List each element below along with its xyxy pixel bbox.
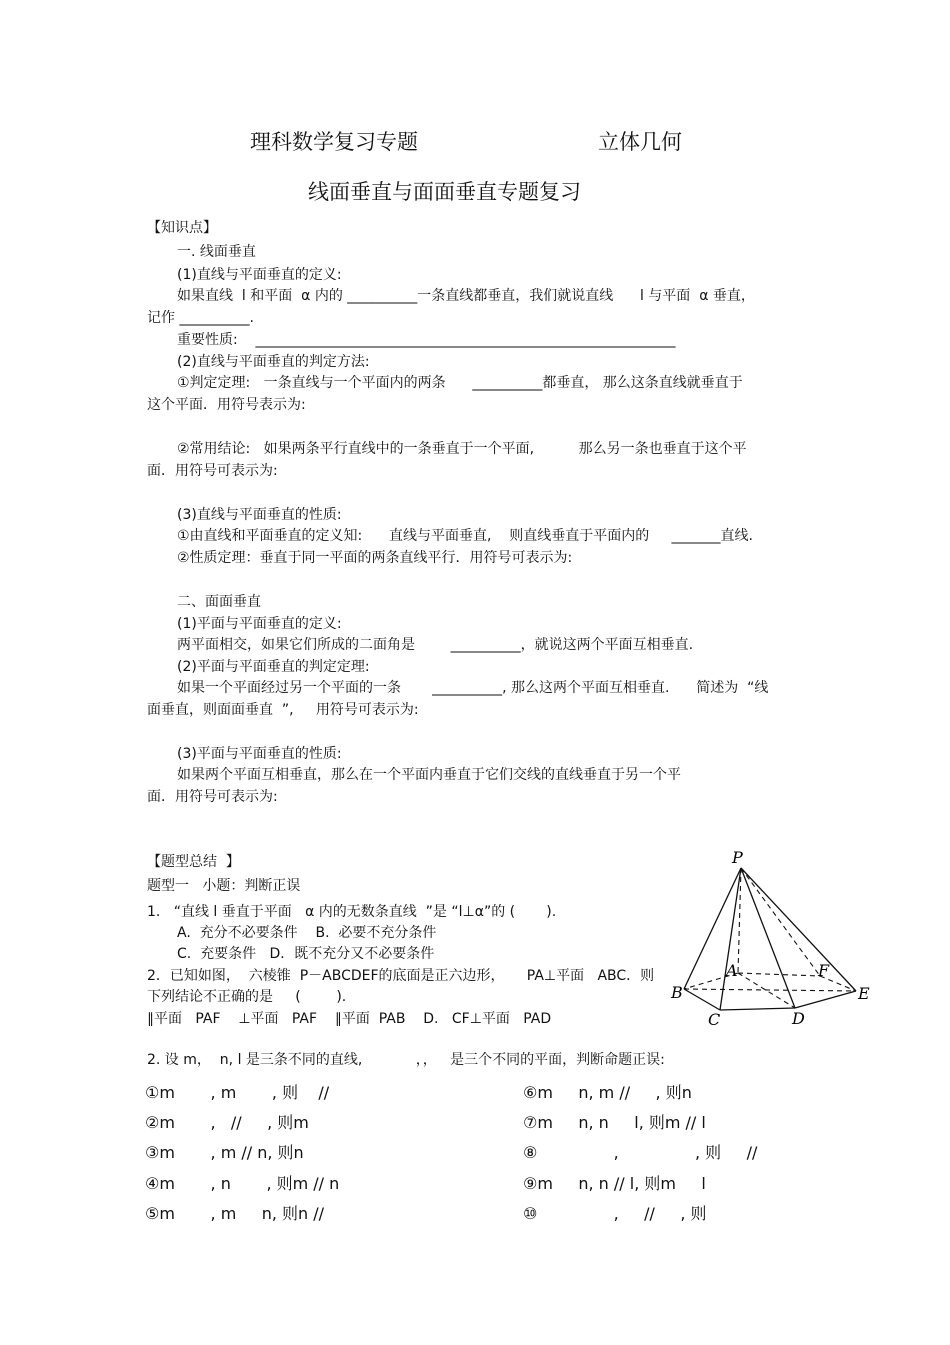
edge-DE	[795, 991, 856, 1008]
proposition-2: ②m , // , 则m	[145, 1113, 309, 1132]
plane-nature-line-2: 面．用符号可表示为:	[147, 789, 278, 805]
plane-nature-line-1: 如果两个平面互相垂直，那么在一个平面内垂直于它们交线的直线垂直于另一个平	[177, 767, 681, 783]
proposition-4: ④m , n , 则m // n	[145, 1174, 340, 1193]
judgement-theorem-line-1: ①判定定理: 一条直线与一个平面内的两条 __________都垂直， 那么这条直线就垂直于	[177, 375, 743, 391]
proposition-5: ⑤m , m n, 则n //	[145, 1204, 325, 1223]
question-1-options-ab: A. 充分不必要条件 B. 必要不充分条件	[177, 925, 437, 941]
proposition-10: ⑩ , // , 则	[523, 1204, 707, 1223]
problem-type-1: 题型一 小题：判断正误	[147, 878, 301, 894]
label-P: P	[732, 848, 743, 867]
label-B: B	[671, 983, 683, 1002]
proposition-1: ①m , m , 则 //	[145, 1083, 330, 1102]
section-line-plane-perpendicular: 一. 线面垂直	[177, 244, 256, 260]
definition-line-1: 如果直线 l 和平面 α 内的 __________一条直线都垂直，我们就说直线 l 与平面 α 垂直，	[177, 288, 755, 304]
hexagonal-pyramid-figure	[668, 848, 880, 1028]
question-2-line-2: 下列结论不正确的是 ( ).	[147, 989, 347, 1005]
edge-AF	[738, 973, 820, 976]
edge-CD	[720, 1008, 795, 1010]
question-2-line-1: 2．已知如图， 六棱锥 P－ABCDEF的底面是正六边形， PA⊥平面 ABC．则	[147, 968, 655, 984]
plane-judgement-title: (2)平面与平面垂直的判定定理:	[177, 659, 370, 675]
definition-line-2: 记作 __________.	[147, 310, 254, 326]
title-right: 立体几何	[598, 130, 682, 154]
edge-PE	[741, 868, 856, 991]
definition-title: (1)直线与平面垂直的定义:	[177, 267, 342, 283]
edge-BC	[684, 989, 720, 1010]
label-C: C	[708, 1010, 721, 1028]
proposition-9: ⑨m n, n // l, 则m l	[523, 1174, 706, 1193]
plane-definition-title: (1)平面与平面垂直的定义:	[177, 616, 342, 632]
title-left: 理科数学复习专题	[250, 130, 418, 154]
plane-judgement-line-1: 如果一个平面经过另一个平面的一条 __________, 那么这两个平面互相垂直. 简述为 “线	[177, 680, 769, 696]
proposition-7: ⑦m n, n l, 则m // l	[523, 1113, 706, 1132]
question-2-options: ∥平面 PAF ⊥平面 PAF ∥平面 PAB D. CF⊥平面 PAD	[147, 1011, 552, 1027]
plane-nature-title: (3)平面与平面垂直的性质:	[177, 746, 342, 762]
edge-PF	[741, 868, 820, 976]
judgement-title: (2)直线与平面垂直的判定方法:	[177, 354, 370, 370]
edge-BE	[684, 989, 856, 991]
plane-definition-line: 两平面相交，如果它们所成的二面角是 __________，就说这两个平面互相垂直.	[177, 637, 694, 653]
label-E: E	[858, 984, 870, 1003]
knowledge-heading: 【知识点】	[147, 220, 217, 236]
nature-title: (3)直线与平面垂直的性质:	[177, 507, 342, 523]
common-conclusion-line-1: ②常用结论: 如果两条平行直线中的一条垂直于一个平面, 那么另一条也垂直于这个平	[177, 441, 747, 457]
problems-heading: 【题型总结 】	[147, 854, 240, 870]
section-plane-plane-perpendicular: 二、面面垂直	[177, 594, 261, 610]
nature-line-1: ①由直线和平面垂直的定义知: 直线与平面垂直, 则直线垂直于平面内的 _______直线.	[177, 528, 753, 544]
page-title: 线面垂直与面面垂直专题复习	[308, 180, 581, 204]
common-conclusion-line-2: 面．用符号可表示为:	[147, 463, 278, 479]
proposition-6: ⑥m n, m // , 则n	[523, 1083, 692, 1102]
important-property: 重要性质: ____________________________________________________________	[177, 332, 676, 348]
question-1-stem: 1. “直线 l 垂直于平面 α 内的无数条直线 ”是 “l⊥α”的 ( ).	[147, 904, 557, 920]
nature-line-2: ②性质定理：垂直于同一平面的两条直线平行．用符号可表示为:	[177, 550, 573, 566]
question-1-options-cd: C. 充要条件 D．既不充分又不必要条件	[177, 946, 435, 962]
question-3-stem: 2. 设 m， n, l 是三条不同的直线, ，， 是三个不同的平面，判断命题正误:	[147, 1052, 665, 1068]
proposition-8: ⑧ , , 则 //	[523, 1143, 758, 1162]
label-A: A	[726, 961, 738, 980]
label-F: F	[818, 961, 830, 980]
proposition-3: ③m , m // n, 则n	[145, 1143, 304, 1162]
label-D: D	[792, 1009, 805, 1028]
judgement-theorem-line-2: 这个平面．用符号表示为:	[147, 397, 306, 413]
edge-PD	[741, 868, 795, 1008]
plane-judgement-line-2: 面垂直，则面面垂直 ”, 用符号可表示为:	[147, 702, 419, 718]
